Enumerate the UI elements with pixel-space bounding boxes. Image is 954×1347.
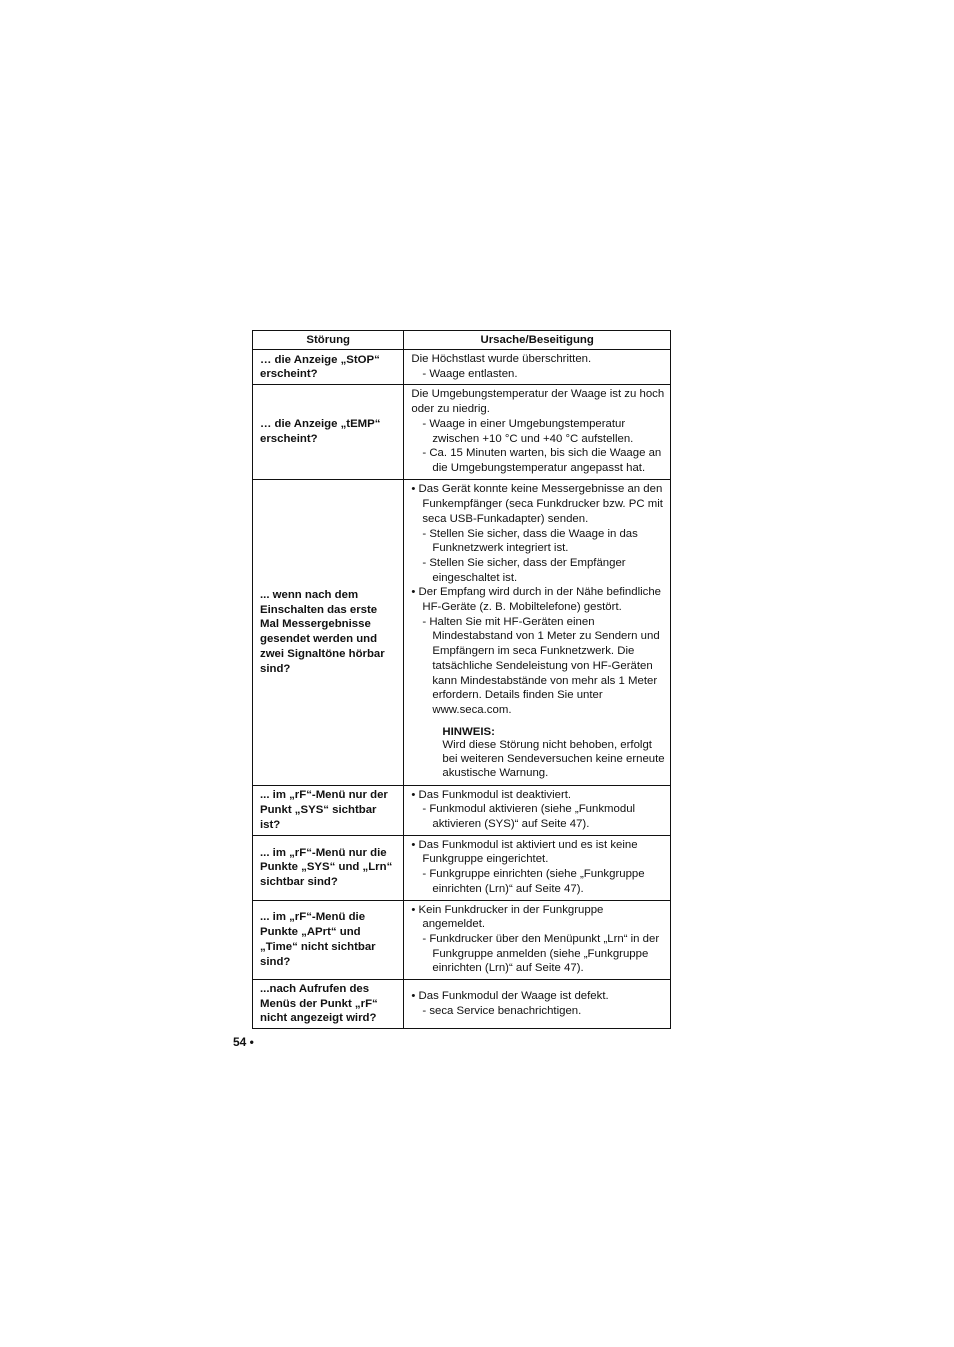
- action-text: - Funkdrucker über den Menüpunkt „Lrn“ in der Funkgruppe anmelden (siehe „Funkgruppe einrichten (Lrn)“ auf Seite 47).: [422, 932, 660, 975]
- page-number: 54 •: [233, 1035, 254, 1049]
- cause-text: • Das Funkmodul ist deaktiviert.: [411, 788, 572, 801]
- cause-text: • Das Gerät konnte keine Messergebnisse an den Funkempfänger (seca Funkdrucker bzw. PC mit seca USB-Funkadapter) senden.: [411, 483, 663, 525]
- note-text: Wird diese Störung nicht behoben, erfolgt bei weiteren Sendeversuchen keine erneute akustische Warnung.: [442, 739, 665, 780]
- table-row: [253, 479, 671, 785]
- action-text: - Funkmodul aktivieren (siehe „Funkmodul aktivieren (SYS)“ auf Seite 47).: [422, 803, 636, 831]
- solution-cell: [404, 479, 671, 785]
- issue-cell: ... im „rF“-Menü nur der Punkt „SYS“ sichtbar ist?: [253, 785, 404, 835]
- cause-text: Die Höchstlast wurde überschritten.: [411, 353, 592, 365]
- note-title: HINWEIS:: [442, 725, 495, 738]
- cause-text: • Der Empfang wird durch in der Nähe befindliche HF-Geräte (z. B. Mobiltelefone) gestört.: [411, 586, 662, 614]
- issue-cell: … die Anzeige „StOP“ erscheint?: [253, 350, 404, 385]
- column-header-stoerung: Störung: [253, 331, 404, 350]
- cause-text: • Kein Funkdrucker in der Funkgruppe angemeldet.: [411, 903, 604, 931]
- action-text: - Waage in einer Umgebungstemperatur zwischen +10 °C und +40 °C aufstellen.: [422, 417, 634, 445]
- table-row: [253, 900, 671, 980]
- cause-text: • Das Funkmodul der Waage ist defekt.: [411, 989, 609, 1002]
- action-text: - Stellen Sie sicher, dass der Empfänger eingeschaltet ist.: [422, 556, 626, 584]
- solution-cell: [404, 980, 671, 1029]
- action-text: - Stellen Sie sicher, dass die Waage in das Funknetzwerk integriert ist.: [422, 527, 638, 555]
- solution-cell: [404, 785, 671, 835]
- table-row: [253, 785, 671, 835]
- solution-cell: [404, 900, 671, 980]
- table-row: [253, 385, 671, 479]
- action-text: - Funkgruppe einrichten (siehe „Funkgruppe einrichten (Lrn)“ auf Seite 47).: [422, 868, 645, 895]
- solution-cell: [404, 385, 671, 479]
- action-text: - Halten Sie mit HF-Geräten einen Mindestabstand von 1 Meter zu Sendern und Empfängern im seca Funknetzwerk. Die tatsächliche Sendeleistung von HF-Geräten kann Mindestabstände von mehr als 1 Meter erfordern. Details finden Sie unter www.seca.com.: [422, 615, 660, 716]
- action-text: - seca Service benachrichtigen.: [422, 1004, 582, 1017]
- cause-text: Die Umgebungstemperatur der Waage ist zu hoch oder zu niedrig.: [411, 388, 665, 416]
- table-row: [253, 980, 671, 1029]
- note-box: [411, 726, 667, 781]
- action-text: - Waage entlasten.: [422, 367, 518, 380]
- solution-cell: [404, 350, 671, 385]
- table-header-row: [253, 331, 671, 350]
- issue-cell: ... wenn nach dem Einschalten das erste Mal Messergebnisse gesendet werden und zwei Signaltöne hörbar sind?: [253, 479, 404, 785]
- table-row: [253, 350, 671, 385]
- cause-text: • Das Funkmodul ist aktiviert und es ist keine Funkgruppe eingerichtet.: [411, 838, 638, 866]
- issue-cell: ... im „rF“-Menü die Punkte „APrt“ und „Time“ nicht sichtbar sind?: [253, 900, 404, 980]
- action-text: - Ca. 15 Minuten warten, bis sich die Waage an die Umgebungstemperatur angepasst hat.: [422, 447, 662, 474]
- column-header-ursache: Ursache/Beseitigung: [404, 331, 671, 350]
- table-row: [253, 835, 671, 900]
- solution-cell: [404, 835, 671, 900]
- issue-cell: … die Anzeige „tEMP“ erscheint?: [253, 385, 404, 479]
- troubleshooting-table: [252, 330, 671, 1029]
- issue-cell: ... im „rF“-Menü nur die Punkte „SYS“ und „Lrn“ sichtbar sind?: [253, 835, 404, 900]
- issue-cell: ...nach Aufrufen des Menüs der Punkt „rF“ nicht angezeigt wird?: [253, 980, 404, 1029]
